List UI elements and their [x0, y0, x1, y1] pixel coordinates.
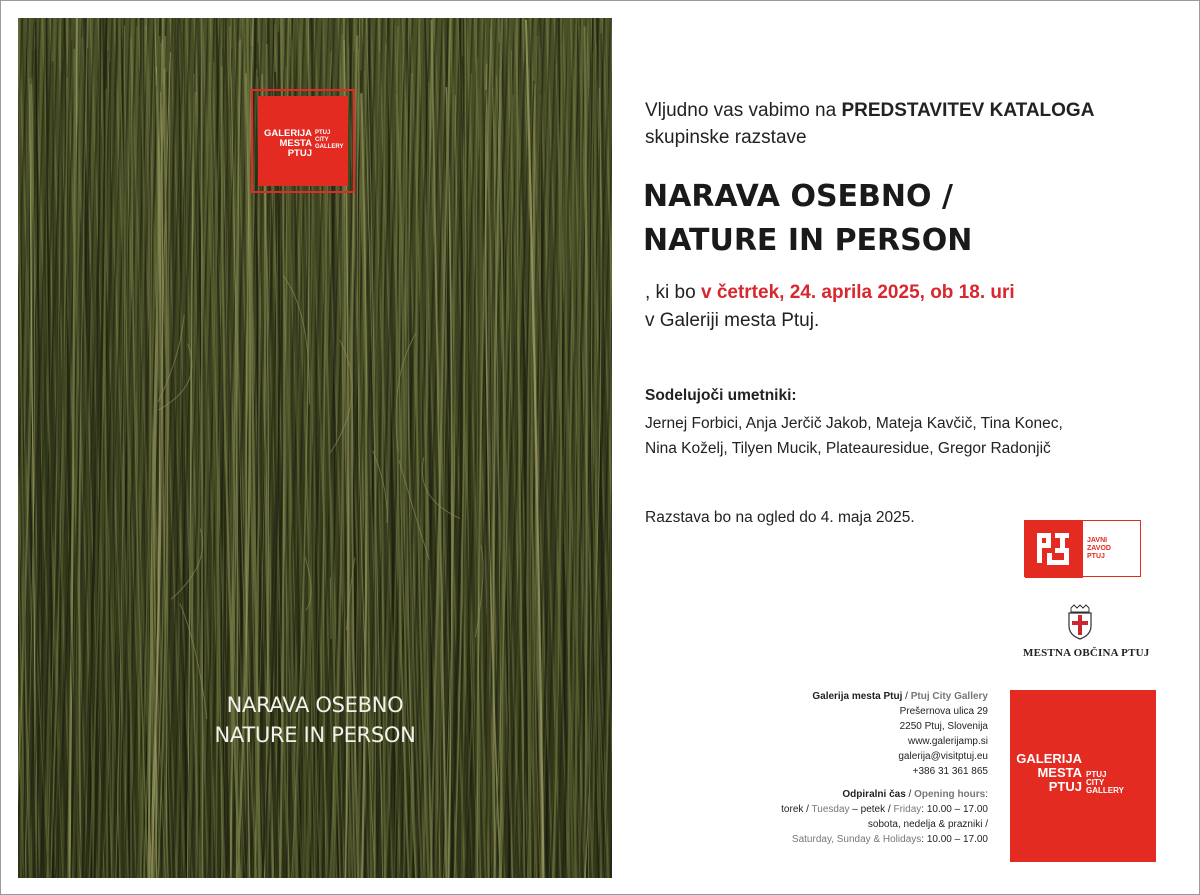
gallery-logo-sub: PTUJ CITY GALLERY	[1086, 770, 1124, 795]
intro-bold: PREDSTAVITEV KATALOGA	[841, 100, 1095, 121]
artists-label: Sodelujoči umetniki:	[645, 387, 797, 404]
poster-title-line2: NATURE IN PERSON	[214, 723, 416, 747]
gallery-city: 2250 Ptuj, Slovenija	[899, 721, 988, 732]
poster-gallery-logo	[251, 89, 355, 193]
jz-text: JAVNI ZAVOD PTUJ	[1087, 537, 1111, 560]
coat-of-arms-icon	[1065, 604, 1095, 645]
gallery-logo	[1010, 690, 1156, 862]
poster-title-line1: NARAVA OSEBNO	[226, 693, 404, 717]
poster-logo-sub: PTUJ CITY GALLERY	[315, 130, 344, 150]
poster-logo-main: GALERIJA MESTA PTUJ	[264, 128, 313, 159]
opening-hours-label: Odpiralni čas / Opening hours:	[842, 789, 988, 800]
artists-list: Jernej Forbici, Anja Jerčič Jakob, Mateja Kavčič, Tina Konec, Nina Koželj, Tilyen Mucik, Plateauresidue, Gregor Radonjič	[645, 415, 1063, 457]
gallery-contact-info: Galerija mesta Ptuj / Ptuj City Gallery Prešernova ulica 29 2250 Ptuj, Slovenija www.galerijamp.si galerija@visitptuj.eu +386 31 361 865 Odpiralni čas / Opening hours: torek / Tuesday – petek / Friday: 10.00 – 17.00 sobota, nedelja & prazniki / Saturday, Sunday & Holidays: 10.00 – 17.00	[781, 691, 988, 845]
opening-hours-weekend-en: Saturday, Sunday & Holidays: 10.00 – 17.00	[791, 834, 988, 845]
gallery-email[interactable]: galerija@visitptuj.eu	[898, 751, 988, 762]
opening-hours-weekend-sl: sobota, nedelja & prazniki /	[867, 819, 988, 830]
gallery-phone: +386 31 361 865	[912, 766, 988, 777]
gallery-street: Prešernova ulica 29	[899, 706, 988, 717]
event-title: NARAVA OSEBNO / NATURE IN PERSON	[643, 179, 973, 258]
invitation-intro: Vljudno vas vabimo na PREDSTAVITEV KATALOGA skupinske razstave	[645, 100, 1095, 148]
javni-zavod-logo	[1024, 520, 1141, 577]
gallery-logo-main: GALERIJA MESTA PTUJ	[1016, 751, 1082, 794]
date-highlight: v četrtek, 24. aprila 2025, ob 18. uri	[700, 282, 1015, 303]
jz-mark	[1025, 521, 1082, 578]
opening-hours-weekdays: torek / Tuesday – petek / Friday: 10.00 – 17.00	[781, 804, 988, 815]
poster-image	[18, 18, 612, 878]
event-date: , ki bo v četrtek, 24. aprila 2025, ob 18. uri v Galeriji mesta Ptuj.	[645, 282, 1015, 331]
municipality-name: MESTNA OBČINA PTUJ	[1023, 647, 1150, 659]
gallery-website[interactable]: www.galerijamp.si	[907, 736, 988, 747]
on-display-note: Razstava bo na ogled do 4. maja 2025.	[645, 509, 915, 526]
